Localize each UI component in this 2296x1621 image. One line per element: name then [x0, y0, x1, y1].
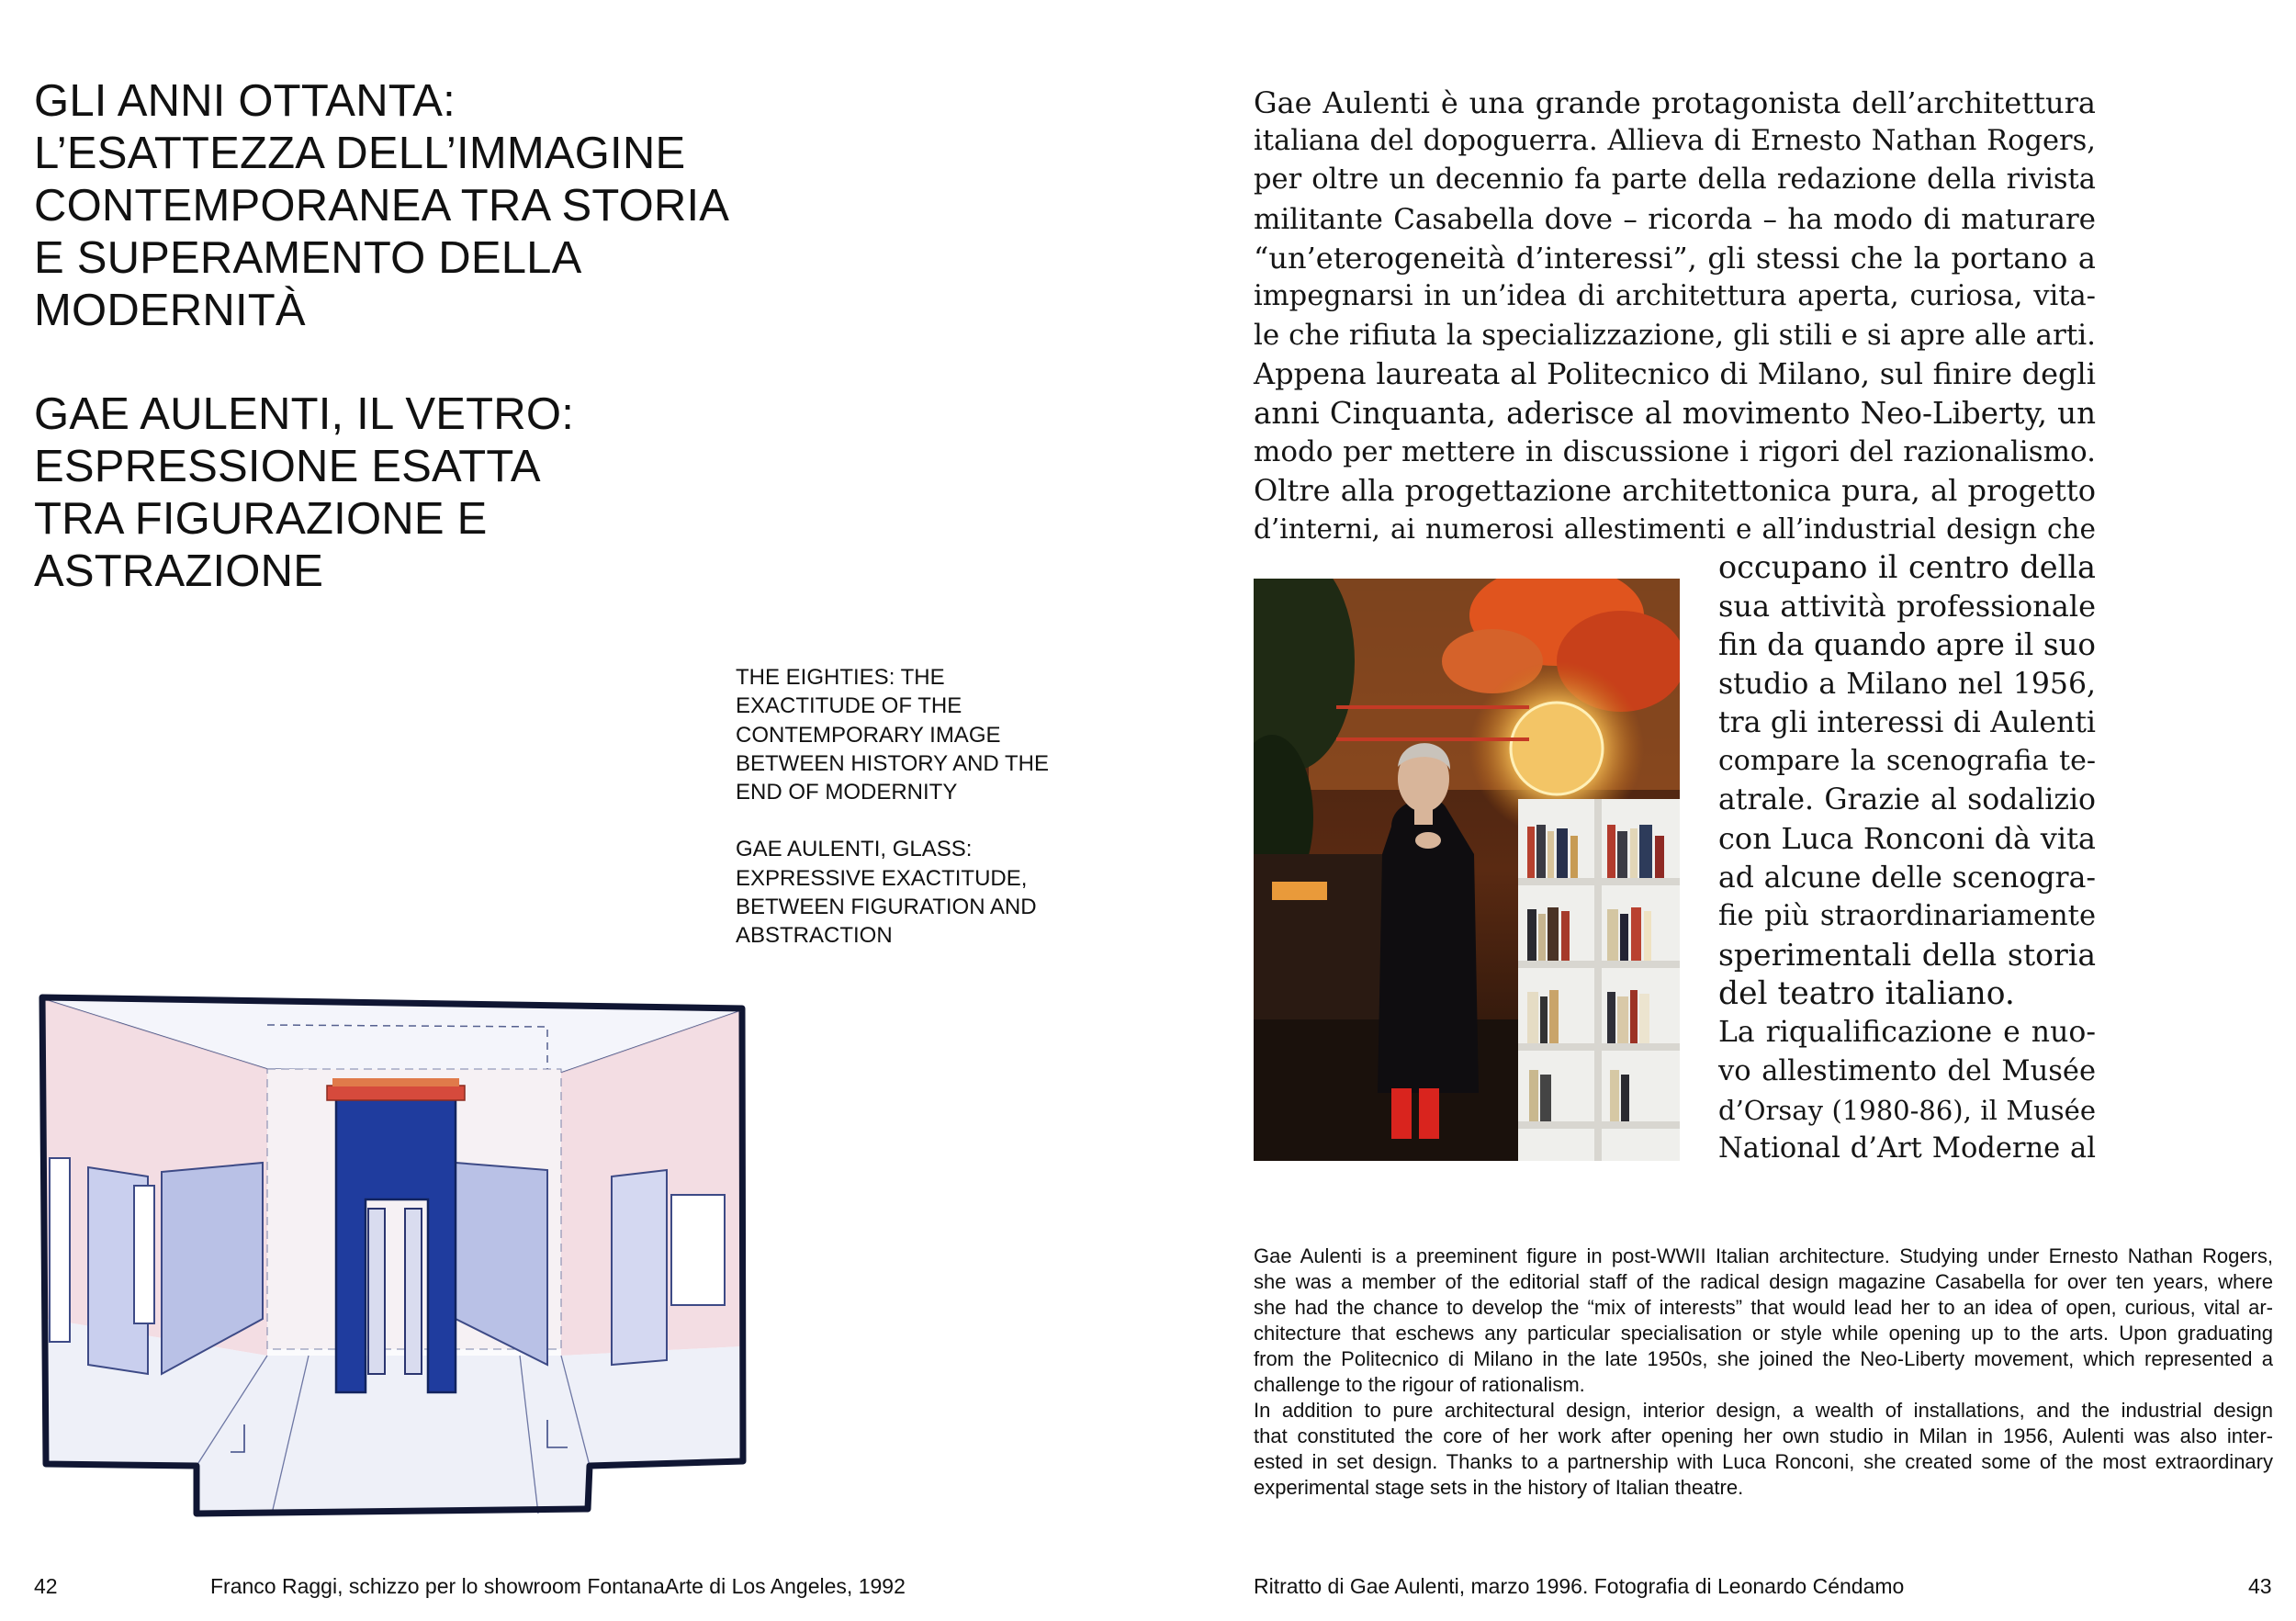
heading-english [736, 663, 1066, 951]
body-line: ad alcune delle scenogra- [1718, 861, 2096, 895]
photo-bookshelf [1518, 799, 1680, 1161]
body-line: Oltre alla progettazione architettonica pura, al progetto [1254, 473, 2096, 509]
summary-line: experimental stage sets in the history of Italian theatre. [1254, 1476, 1744, 1499]
summary-line: that constituted the core of her work after opening her own studio in Milan in 1956, Aulenti was also inter- [1254, 1424, 2273, 1447]
body-line: per oltre un decennio fa parte della redazione della rivista [1254, 163, 2096, 197]
body-line: vo allestimento del Musée [1718, 1054, 2096, 1087]
body-line: La riqualificazione e nuo- [1718, 1016, 2096, 1050]
heading-block-glass [34, 388, 732, 598]
body-line: studio a Milano nel 1956, [1718, 667, 2096, 701]
heading-line: L’ESATTEZZA DELL’IMMAGINE [34, 129, 686, 178]
photo-desk-lamp [1272, 882, 1327, 900]
heading-block-eighties [34, 75, 732, 337]
body-line: le che rifiuta la specializzazione, gli stili e si apre alle arti. [1254, 319, 2096, 353]
body-line: sperimentali della storia [1718, 937, 2096, 974]
english-block-eighties [736, 663, 1066, 806]
summary-line: she was a member of the editorial staff of the radical design magazine Casabella for over ten years, where [1254, 1270, 2273, 1293]
body-line: tra gli interessi di Aulenti [1718, 705, 2096, 739]
summary-line: she had the chance to develop the “mix of interests” that would lead her to an idea of open, curious, vital ar- [1254, 1296, 2273, 1319]
body-line: sua attività professionale [1718, 589, 2096, 625]
summary-line: from the Politecnico di Milano in the late 1950s, she joined the Neo-Liberty movement, which represented a [1254, 1347, 2273, 1370]
portrait-photo [1254, 579, 1680, 1161]
body-line: Appena laureata al Politecnico di Milano, sul finire degli [1254, 356, 2096, 392]
body-text-italian-column [1718, 548, 2096, 1168]
summary-line: ested in set design. Thanks to a partnership with Luca Ronconi, she created some of the most extraordinary [1254, 1450, 2273, 1473]
body-line: modo per mettere in discussione i rigori del razionalismo. [1254, 434, 2096, 468]
body-line: impegnarsi in un’idea di architettura aperta, curiosa, vita- [1254, 280, 2096, 313]
body-line: atrale. Grazie al sodalizio [1718, 783, 2096, 817]
body-line: fin da quando apre il suo [1718, 627, 2096, 663]
heading-line: TRA FIGURAZIONE E [34, 494, 488, 544]
body-line: d’interni, ai numerosi allestimenti e all’industrial design che [1254, 513, 2096, 546]
heading-line: MODERNITÀ [34, 286, 306, 335]
sketch-door [671, 1195, 725, 1305]
english-heading-line: EXACTITUDE OF THE [736, 693, 962, 719]
body-line: anni Cinquanta, aderisce al movimento Neo-Liberty, un [1254, 395, 2096, 431]
heading-line: GLI ANNI OTTANTA: [34, 76, 456, 126]
main-heading-italian [34, 75, 732, 598]
english-heading-line: BETWEEN FIGURATION AND [736, 895, 1037, 920]
summary-line: chitecture that eschews any particular specialisation or style while opening up to the arts. Upon graduating [1254, 1322, 2273, 1345]
sketch-red-cornice [327, 1086, 465, 1100]
english-block-glass [736, 835, 1066, 950]
body-line: “un’eterogeneità d’interessi”, gli stessi che la portano a [1254, 240, 2096, 276]
photo-lamp-globe [1511, 703, 1603, 794]
body-line: d’Orsay (1980-86), il Musée [1718, 1094, 2096, 1126]
page-number-left: 42 [34, 1574, 58, 1598]
heading-line: ASTRAZIONE [34, 546, 324, 596]
english-heading-line: BETWEEN HISTORY AND THE [736, 750, 1049, 776]
body-line: militante Casabella dove – ricorda – ha modo di maturare [1254, 202, 2096, 236]
body-line: del teatro italiano. [1718, 975, 2015, 1013]
english-summary [1254, 1244, 2273, 1501]
body-line: italiana del dopoguerra. Allieva di Ernesto Nathan Rogers, [1254, 125, 2096, 158]
portrait-caption: Ritratto di Gae Aulenti, marzo 1996. Fotografia di Leonardo Céndamo [1254, 1574, 1905, 1598]
heading-line: CONTEMPORANEA TRA STORIA [34, 181, 730, 231]
sketch-caption: Franco Raggi, schizzo per lo showroom FontanaArte di Los Angeles, 1992 [210, 1574, 906, 1598]
body-line: Gae Aulenti è una grande protagonista dell’architettura [1254, 85, 2096, 120]
english-heading-line: END OF MODERNITY [736, 780, 958, 805]
summary-line: challenge to the rigour of rationalism. [1254, 1373, 1585, 1396]
summary-line: Gae Aulenti is a preeminent figure in post-WWII Italian architecture. Studying under Ernesto Nathan Rogers, [1254, 1244, 2273, 1267]
english-heading-line: CONTEMPORARY IMAGE [736, 722, 1001, 748]
english-heading-line: EXPRESSIVE EXACTITUDE, [736, 865, 1028, 891]
body-line: con Luca Ronconi dà vita [1718, 821, 2096, 857]
heading-line: ESPRESSIONE ESATTA [34, 442, 541, 491]
photo-desk [1254, 854, 1391, 1019]
body-text-italian [1254, 84, 2096, 548]
body-line: National d’Art Moderne al [1718, 1132, 2096, 1165]
showroom-sketch-illustration [33, 988, 753, 1525]
heading-line: GAE AULENTI, IL VETRO: [34, 389, 575, 439]
heading-line: E SUPERAMENTO DELLA [34, 233, 582, 283]
body-line: occupano il centro della [1718, 549, 2096, 585]
page-number-right: 43 [2248, 1574, 2272, 1598]
english-heading-line: THE EIGHTIES: THE [736, 665, 945, 690]
body-line: fie più straordinariamente [1718, 899, 2096, 932]
sketch-red-cornice-top [332, 1078, 459, 1086]
english-heading-line: GAE AULENTI, GLASS: [736, 837, 973, 862]
english-heading-line: ABSTRACTION [736, 923, 893, 949]
summary-line: In addition to pure architectural design, interior design, a wealth of installations, and the industrial design [1254, 1399, 2273, 1422]
body-line: compare la scenografia te- [1718, 745, 2096, 778]
